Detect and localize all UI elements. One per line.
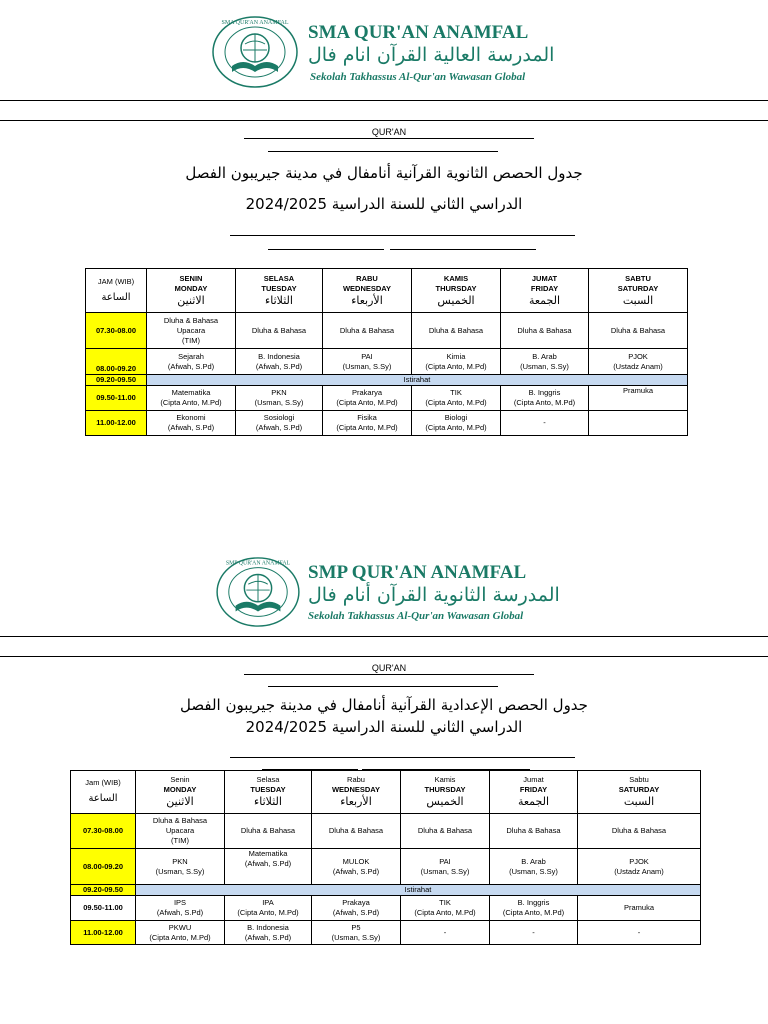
header-divider: [0, 100, 768, 101]
schedule-cell: [589, 386, 688, 411]
schedule-cell: [501, 313, 589, 349]
schedule-table: [70, 770, 701, 945]
subject: Dluha & Bahasa: [328, 826, 384, 835]
teacher: (Ustadz Anam): [613, 361, 663, 371]
table-row: [86, 349, 688, 375]
break-label: Istirahat: [136, 885, 701, 896]
day-header-wednesday: [312, 771, 401, 814]
day-header-friday: [501, 269, 589, 313]
time-slot: 07.30-08.00: [86, 313, 147, 349]
subject: Kimia: [446, 351, 466, 361]
schedule-cell: [236, 386, 323, 411]
time-header-arabic: الساعة: [101, 291, 131, 303]
day-name-ar: الخميس: [437, 293, 475, 307]
day-name-id: Selasa: [256, 775, 280, 784]
subject: Dluha & Bahasa: [163, 315, 219, 325]
schedule-cell: [501, 386, 589, 411]
day-name-id: Senin: [170, 775, 190, 784]
schedule-cell: [401, 921, 490, 945]
day-header-tuesday: [225, 771, 312, 814]
schedule-cell: [136, 849, 225, 885]
day-header-saturday: [589, 269, 688, 313]
teacher: (Ustadz Anam): [614, 866, 664, 876]
day-header-thursday: [412, 269, 501, 313]
subject: Dluha & Bahasa: [152, 816, 208, 825]
subject: PKN: [271, 388, 287, 397]
subject: Dluha & Bahasa: [417, 826, 473, 835]
schedule-cell: [312, 921, 401, 945]
subject: Prakarya: [351, 388, 382, 397]
schedule-cell: [323, 411, 412, 436]
subject: B. Inggris: [517, 898, 550, 907]
time-slot: 11.00-12.00: [71, 921, 136, 945]
schedule-cell: [323, 386, 412, 411]
schedule-cell: [401, 896, 490, 921]
signature-line: [230, 757, 575, 758]
day-name-en: MONDAY: [174, 283, 208, 293]
subject: Matematika: [248, 849, 288, 858]
time-column-header: [86, 269, 147, 313]
schedule-cell: [136, 896, 225, 921]
schedule-cell: [225, 896, 312, 921]
subject-extra: (TIM): [171, 836, 189, 845]
day-name-id: RABU: [356, 273, 378, 283]
subject: TIK: [450, 388, 462, 397]
day-name-ar: الجمعة: [528, 293, 561, 307]
header-divider: [0, 656, 768, 657]
subject: Prakaya: [342, 898, 370, 907]
day-name-en: TUESDAY: [250, 785, 286, 794]
day-header-tuesday: [236, 269, 323, 313]
teacher: (Cipta Anto, M.Pd): [425, 423, 487, 432]
day-name-en: THURSDAY: [435, 283, 477, 293]
time-column-header: [71, 771, 136, 814]
break-row: [86, 375, 688, 386]
schedule-cell: [312, 849, 401, 885]
subject: PAI: [439, 856, 451, 866]
teacher: (Afwah, S.Pd): [167, 423, 215, 432]
schedule-cell: [225, 921, 312, 945]
subject: MULOK: [342, 856, 370, 866]
school-name: SMP QUR'AN ANAMFAL: [308, 562, 527, 583]
time-slot: 09.20-09.50: [71, 885, 136, 896]
subject: PJOK: [628, 351, 648, 361]
signature-line: [244, 138, 534, 139]
day-name-ar: السبت: [623, 795, 655, 808]
day-name-ar: الخميس: [426, 795, 464, 808]
day-header-friday: [490, 771, 578, 814]
subject: B. Indonesia: [247, 922, 289, 932]
teacher: (Usman, S.Sy): [342, 361, 392, 371]
subject: Ekonomi: [176, 413, 206, 422]
subject: IPA: [262, 898, 274, 907]
signature-line: [244, 674, 534, 675]
day-name-en: THURSDAY: [424, 785, 466, 794]
logo-ring-text: SMP QUR'AN ANAMFAL: [225, 560, 291, 567]
header-divider: [0, 120, 768, 121]
teacher: (Usman, S.Sy): [520, 361, 569, 371]
time-slot: 09.50-11.00: [71, 896, 136, 921]
subject: Matematika: [171, 388, 211, 397]
day-name-ar: الثلاثاء: [265, 293, 293, 307]
table-row: [86, 386, 688, 411]
day-name-en: WEDNESDAY: [331, 785, 381, 794]
school-subtitle: Sekolah Takhassus Al-Qur'an Wawasan Global: [310, 71, 526, 83]
teacher: (Cipta Anto, M.Pd): [160, 398, 222, 407]
program-label: QUR'AN: [371, 127, 407, 137]
subject: Dluha & Bahasa: [339, 325, 395, 335]
schedule-cell: [501, 349, 589, 375]
subject: Dluha & Bahasa: [428, 325, 484, 335]
schedule-cell: [147, 411, 236, 436]
signature-line: [268, 686, 498, 687]
day-name-id: Rabu: [347, 775, 365, 784]
table-row: [86, 313, 688, 349]
subject: IPS: [173, 898, 187, 907]
schedule-cell: [589, 411, 688, 436]
subject: PKN: [172, 856, 188, 866]
day-name-id: SELASA: [263, 273, 295, 283]
day-name-ar: الثلاثاء: [254, 795, 282, 808]
teacher: (Cipta Anto, M.Pd): [336, 423, 398, 432]
school-arabic-name: المدرسة الثانوية القرآن أنام فال: [308, 584, 560, 606]
schedule-cell: [578, 814, 701, 849]
schedule-cell: [490, 814, 578, 849]
subject-extra: Upacara: [165, 826, 195, 835]
day-name-ar: السبت: [622, 293, 654, 307]
signature-line: [390, 249, 536, 250]
teacher: (Afwah, S.Pd): [255, 423, 303, 432]
schedule-heading-line-2: الدراسي الثاني للسنة الدراسية 2024/2025: [245, 195, 523, 213]
subject: -: [443, 927, 447, 937]
teacher: (Afwah, S.Pd): [156, 908, 204, 917]
schedule-cell: [578, 896, 701, 921]
schedule-cell: [412, 386, 501, 411]
schedule-cell: [225, 849, 312, 885]
table-row: [71, 814, 701, 849]
table-row: [86, 411, 688, 436]
subject: Biologi: [444, 413, 468, 422]
subject: B. Indonesia: [258, 351, 300, 361]
teacher: (Cipta Anto, M.Pd): [149, 932, 211, 942]
logo-ring-text: SMA QUR'AN ANAMFAL: [221, 20, 289, 26]
subject: Dluha & Bahasa: [611, 826, 667, 835]
school-arabic-name: المدرسة العالية القرآن انام فال: [308, 44, 555, 66]
time-slot: 11.00-12.00: [86, 411, 147, 436]
teacher: (Cipta Anto, M.Pd): [502, 908, 565, 917]
day-name-id: JUMAT: [531, 273, 558, 283]
subject: TIK: [439, 898, 451, 907]
subject: PJOK: [629, 856, 649, 866]
teacher: (Afwah, S.Pd): [332, 908, 380, 917]
subject: Pramuka: [622, 386, 653, 395]
schedule-cell: [236, 313, 323, 349]
table-row: [71, 849, 701, 885]
schedule-cell: [136, 814, 225, 849]
time-header-arabic: الساعة: [88, 793, 118, 804]
schedule-cell: [490, 921, 578, 945]
day-name-en: FRIDAY: [519, 785, 548, 794]
subject: B. Arab: [532, 351, 557, 361]
schedule-cell: [323, 349, 412, 375]
schedule-cell: [136, 921, 225, 945]
table-row: [71, 921, 701, 945]
teacher: (Afwah, S.Pd): [167, 361, 215, 371]
day-name-id: KAMIS: [443, 273, 469, 283]
schedule-cell: [147, 386, 236, 411]
day-name-en: WEDNESDAY: [342, 283, 392, 293]
schedule-cell: [236, 411, 323, 436]
table-row: [71, 896, 701, 921]
teacher: (Usman, S.Sy): [331, 932, 381, 942]
break-row: [71, 885, 701, 896]
schedule-cell: [412, 349, 501, 375]
schedule-cell: [312, 896, 401, 921]
time-slot: 09.50-11.00: [86, 386, 147, 411]
day-header-wednesday: [323, 269, 412, 313]
subject: P5: [351, 922, 361, 932]
day-header-monday: [147, 269, 236, 313]
break-label: Istirahat: [147, 375, 688, 386]
schedule-cell: [323, 313, 412, 349]
signature-line: [268, 151, 498, 152]
schedule-cell: [312, 814, 401, 849]
day-name-id: Sabtu: [629, 775, 649, 784]
school-name: SMA QUR'AN ANAMFAL: [308, 22, 529, 43]
time-header-label: JAM (WIB): [97, 276, 135, 286]
day-name-ar: الأربعاء: [340, 795, 372, 808]
day-header-saturday: [578, 771, 701, 814]
teacher: (Cipta Anto, M.Pd): [414, 908, 476, 917]
time-slot: 07.30-08.00: [71, 814, 136, 849]
day-name-en: FRIDAY: [530, 283, 559, 293]
schedule-cell: [401, 849, 490, 885]
schedule-table: [85, 268, 688, 436]
teacher: (Afwah, S.Pd): [332, 866, 380, 876]
teacher: (Cipta Anto, M.Pd): [336, 398, 398, 407]
day-name-en: SATURDAY: [618, 785, 660, 794]
teacher: (Afwah, S.Pd): [255, 361, 303, 371]
schedule-heading-line-2: الدراسي الثاني للسنة الدراسية 2024/2025: [245, 718, 523, 736]
teacher: (Afwah, S.Pd): [244, 859, 292, 868]
teacher: (Cipta Anto, M.Pd): [425, 398, 487, 407]
schedule-cell: [412, 411, 501, 436]
signature-line: [268, 249, 384, 250]
day-name-en: TUESDAY: [261, 283, 297, 293]
day-name-en: SATURDAY: [617, 283, 659, 293]
schedule-cell: [147, 313, 236, 349]
subject: Dluha & Bahasa: [251, 325, 307, 335]
time-slot: 08.00-09.20: [71, 849, 136, 885]
teacher: (Cipta Anto, M.Pd): [425, 361, 487, 371]
subject: B. Arab: [521, 856, 546, 866]
subject: Dluha & Bahasa: [610, 325, 666, 335]
day-name-id: Kamis: [434, 775, 456, 784]
teacher: (Usman, S.Sy): [254, 398, 304, 407]
schedule-cell: [578, 921, 701, 945]
subject: Dluha & Bahasa: [240, 826, 296, 835]
teacher: (Cipta Anto, M.Pd): [237, 908, 299, 917]
program-label: QUR'AN: [371, 663, 407, 673]
schedule-cell: [589, 349, 688, 375]
teacher: (Usman, S.Sy): [155, 866, 205, 876]
subject: PKWU: [168, 922, 192, 932]
subject: Dluha & Bahasa: [517, 325, 572, 335]
subject: Sejarah: [178, 351, 204, 361]
day-name-ar: الجمعة: [517, 795, 550, 808]
teacher: (Usman, S.Sy): [509, 866, 558, 876]
subject: Pramuka: [623, 903, 654, 912]
schedule-cell: [578, 849, 701, 885]
teacher: (Afwah, S.Pd): [244, 932, 292, 942]
subject: -: [532, 927, 535, 937]
teacher: (Usman, S.Sy): [420, 866, 470, 876]
school-subtitle: Sekolah Takhassus Al-Qur'an Wawasan Global: [308, 610, 524, 622]
day-header-thursday: [401, 771, 490, 814]
schedule-cell: [401, 814, 490, 849]
time-header-label: Jam (WIB): [85, 778, 121, 787]
subject: Sosiologi: [263, 413, 295, 422]
schedule-heading-line-1: جدول الحصص الثانوية القرآنية أنامفال في مدينة جيريبون الفصل: [185, 164, 583, 182]
school-logo: [214, 555, 302, 629]
time-slot: 09.20-09.50: [86, 375, 147, 386]
subject: B. Inggris: [528, 388, 561, 397]
schedule-cell: [236, 349, 323, 375]
schedule-cell: [501, 411, 589, 436]
subject-extra: Upacara: [176, 325, 206, 335]
subject: PAI: [361, 351, 373, 361]
schedule-cell: [490, 896, 578, 921]
day-name-id: SABTU: [625, 273, 651, 283]
day-name-ar: الأربعاء: [351, 293, 383, 307]
day-header-monday: [136, 771, 225, 814]
schedule-cell: [147, 349, 236, 375]
school-logo: [210, 14, 300, 90]
subject-extra: (TIM): [182, 335, 200, 345]
subject: Fisika: [357, 413, 377, 422]
schedule-cell: [490, 849, 578, 885]
teacher: (Cipta Anto, M.Pd): [513, 398, 576, 407]
subject: -: [637, 927, 641, 937]
day-name-id: Jumat: [523, 775, 544, 784]
day-name-en: MONDAY: [163, 785, 197, 794]
day-name-ar: الاثنين: [166, 795, 194, 808]
day-name-id: SENIN: [179, 273, 203, 283]
schedule-cell: [225, 814, 312, 849]
schedule-cell: [589, 313, 688, 349]
subject: -: [543, 418, 546, 427]
day-name-ar: الاثنين: [177, 293, 205, 307]
schedule-cell: [412, 313, 501, 349]
signature-line: [230, 235, 575, 236]
header-divider: [0, 636, 768, 637]
subject: Dluha & Bahasa: [506, 826, 561, 835]
time-slot: 08.00-09.20: [86, 349, 147, 375]
schedule-heading-line-1: جدول الحصص الإعدادية القرآنية أنامفال في مدينة جيريبون الفصل: [180, 696, 588, 714]
